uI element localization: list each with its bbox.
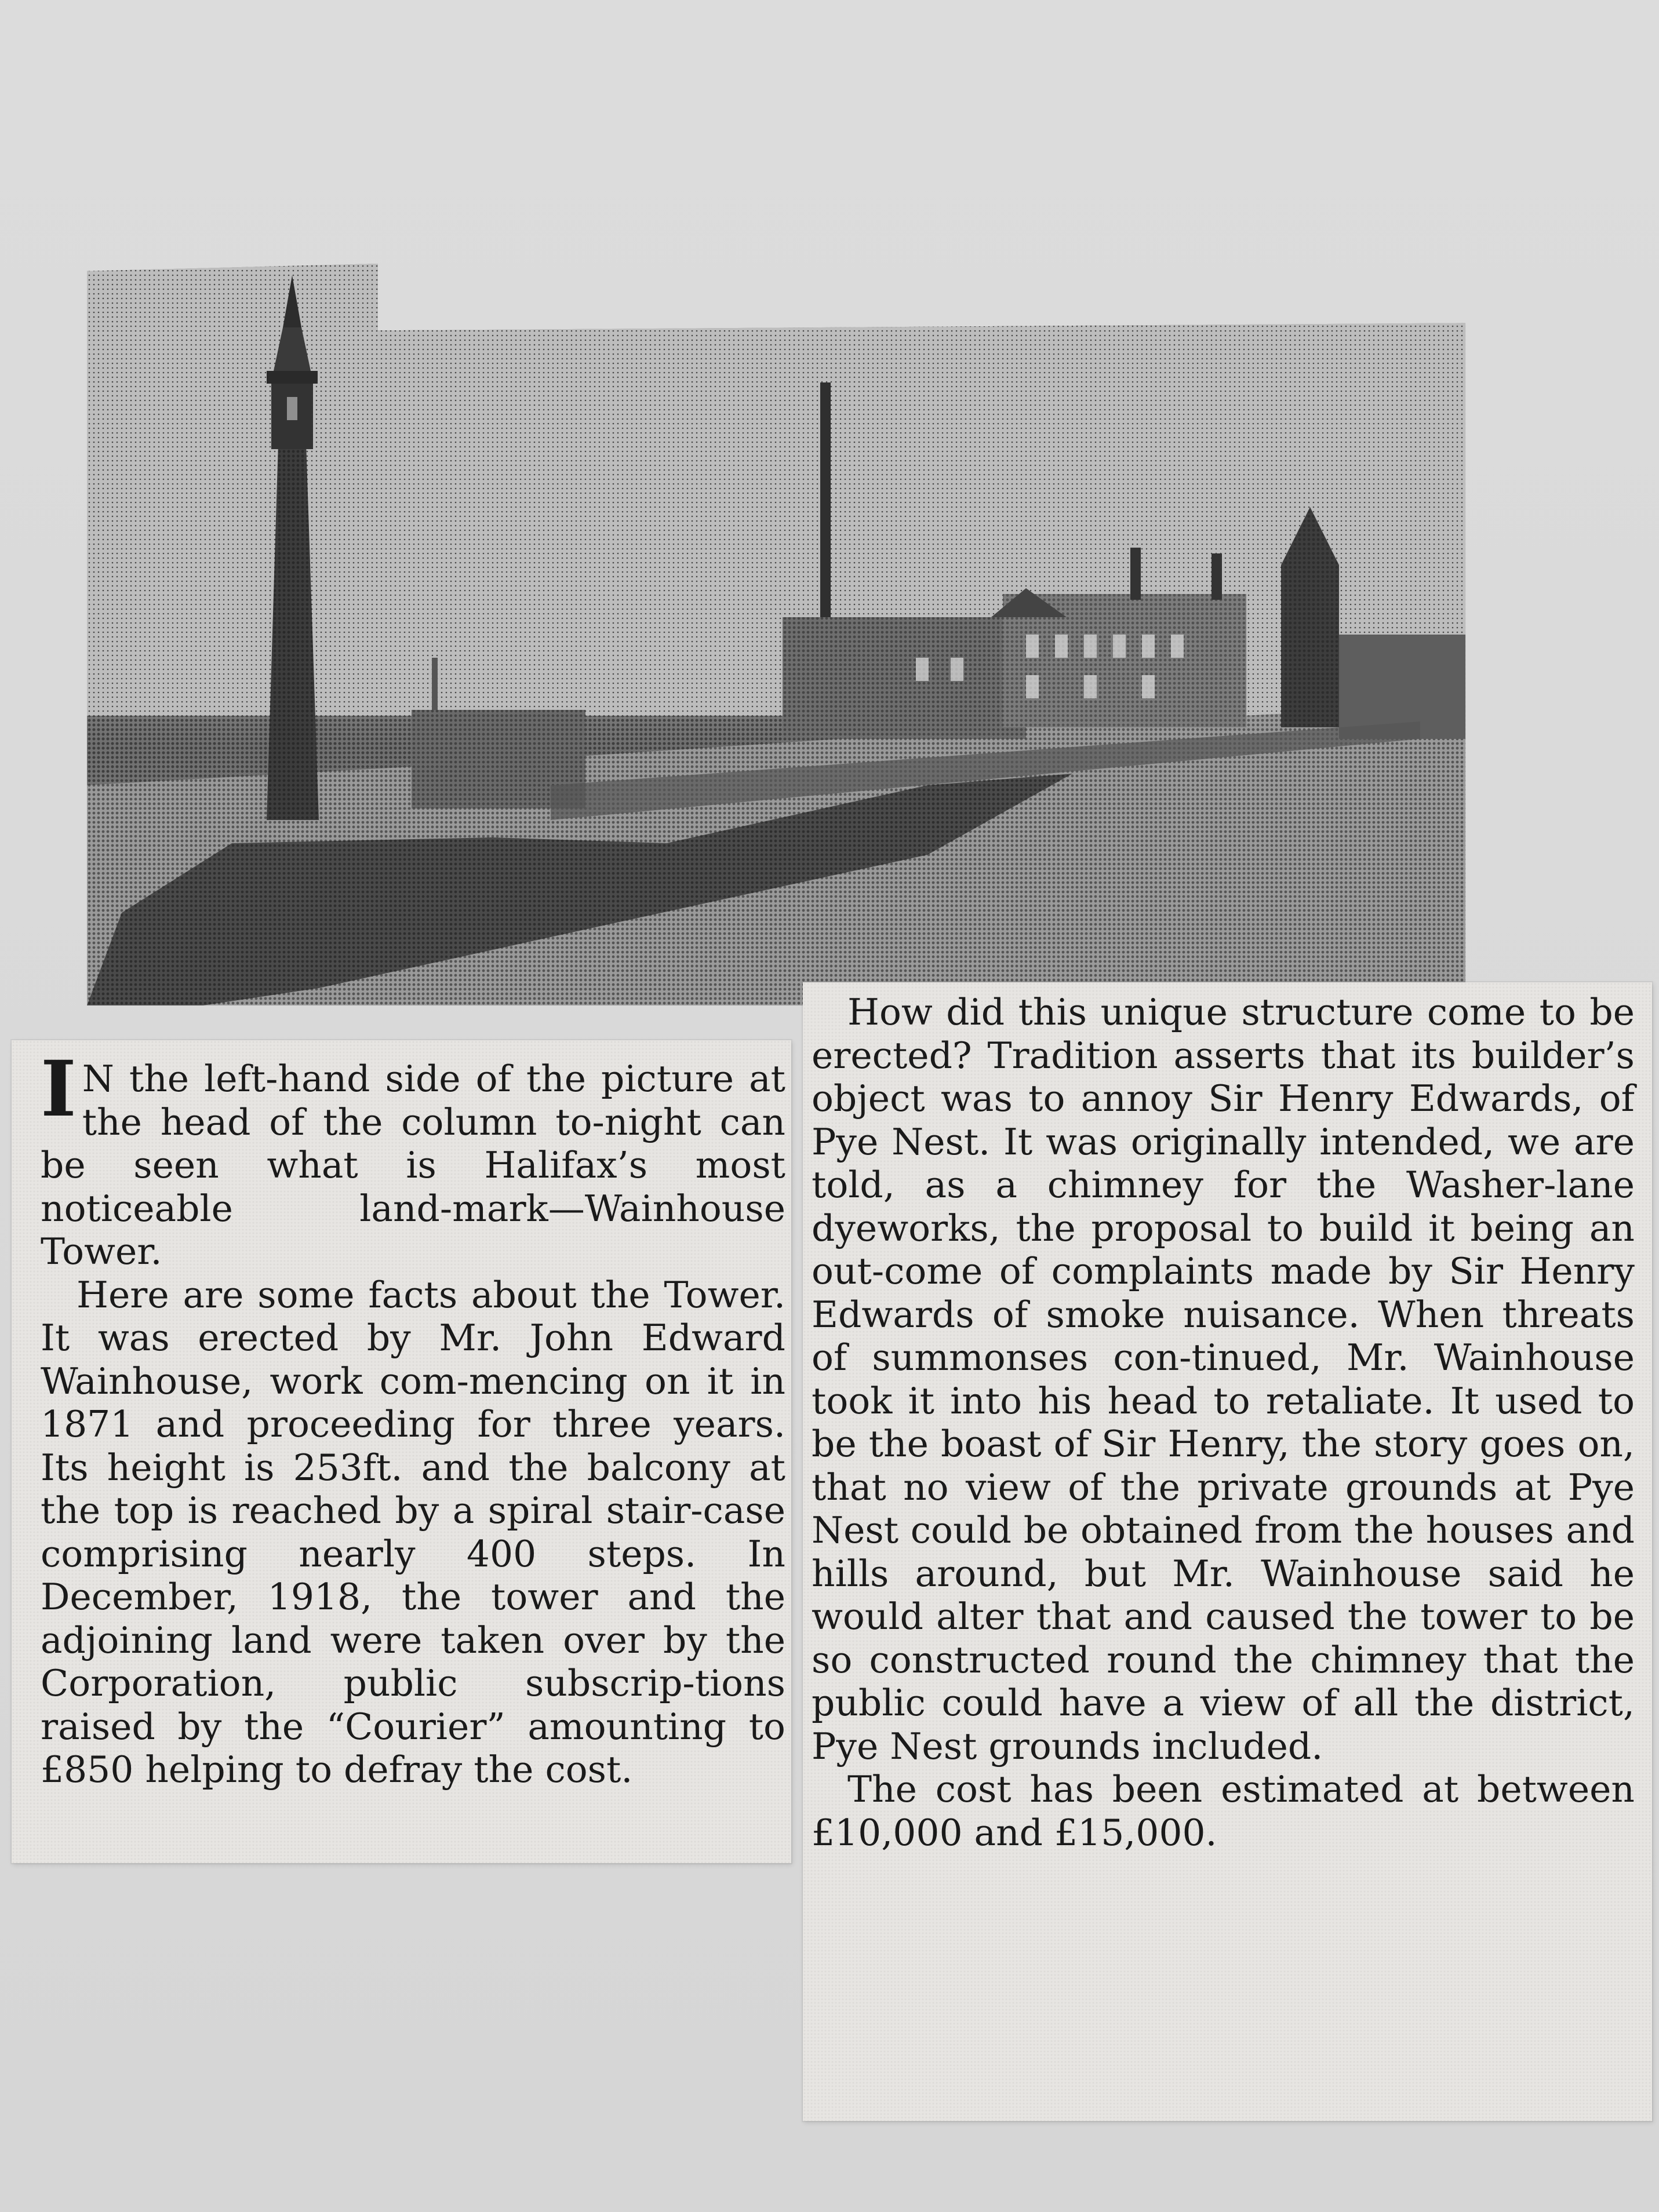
article-paragraph xyxy=(41,1044,785,1274)
article-left-column xyxy=(12,1040,791,1863)
drop-cap: I xyxy=(41,1044,77,1134)
article-paragraph: The cost has been estimated at between £10,000 and £15,000. xyxy=(812,1768,1635,1854)
article-paragraph: Here are some facts about the Tower. It was erected by Mr. John Edward Wainhouse, work com-mencing on it in 1871 and proceeding for three years. Its height is 253ft. and the balcony at the top is reached by a spiral stair-case comprising nearly 400 steps. In December, 1918, the tower and the adjoining land were taken over by the Corporation, public subscrip-tions raised by the “Courier” amounting to £850 helping to defray the cost. xyxy=(41,1273,785,1791)
photo-illustration xyxy=(87,264,1472,1005)
paragraph-text: N the left-hand side of the picture at the head of the column to-night can be seen what is Halifax’s most noticeable land-mark—Wainhouse Tower. xyxy=(41,1058,785,1273)
article-right-column xyxy=(803,982,1652,2121)
article-paragraph: How did this unique structure come to be erected? Tradition asserts that its builder’s object was to annoy Sir Henry Edwards, of Pye Nest. It was originally intended, we are told, as a chimney for the Washer-lane dyeworks, the proposal to build it being an out-come of complaints made by Sir Henry Edwards of smoke nuisance. When threats of summonses con-tinued, Mr. Wainhouse took it into his head to retaliate. It used to be the boast of Sir Henry, the story goes on, that no view of the private grounds at Pye Nest could be obtained from the houses and hills around, but Mr. Wainhouse said he would alter that and caused the tower to be so constructed round the chimney that the public could have a view of all the district, Pye Nest grounds included. xyxy=(812,991,1635,1768)
newspaper-photo xyxy=(87,264,1472,1005)
